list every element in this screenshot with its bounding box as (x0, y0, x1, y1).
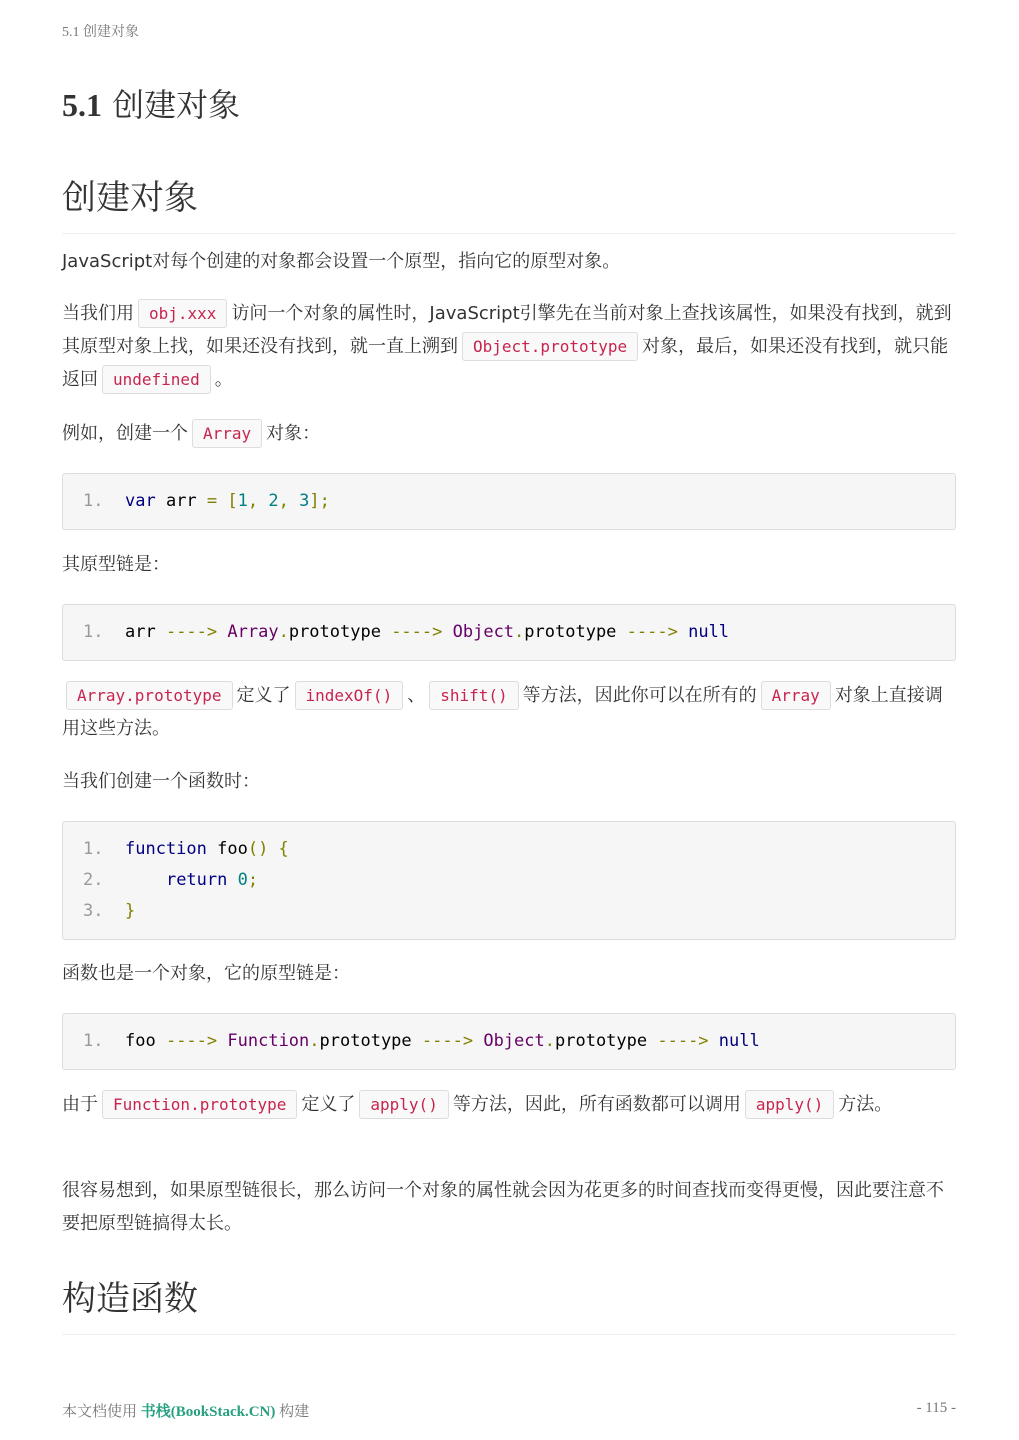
code-token: . (514, 622, 525, 642)
code-token: ----> (626, 622, 678, 642)
code-token (227, 870, 237, 890)
inline-code-indexof: indexOf() (295, 681, 404, 710)
code-token: , (278, 491, 300, 511)
p5-text-a: 定义了 (236, 685, 291, 706)
code-token: . (309, 1031, 320, 1051)
inline-code-apply-2: apply() (745, 1090, 834, 1119)
code-token: arr (155, 491, 207, 511)
code-token: foo (125, 1031, 166, 1051)
code-token: ----> (165, 622, 218, 642)
code-token (125, 870, 166, 890)
code-token: null (718, 1031, 760, 1051)
inline-code-undefined: undefined (102, 365, 211, 394)
code-block-4 (62, 1013, 956, 1070)
footer-prefix: 本文档使用 (62, 1404, 138, 1420)
line-number: 1. (83, 839, 104, 859)
paragraph-3 (62, 417, 956, 450)
paragraph-5 (62, 679, 956, 745)
p2-text-a: 当我们用 (62, 303, 134, 324)
p2-text-d: 。 (214, 369, 233, 390)
line-number: 3. (83, 901, 104, 921)
code-token: . (278, 622, 289, 642)
paragraph-6: 当我们创建一个函数时： (62, 771, 260, 792)
footer-suffix: 构建 (279, 1404, 310, 1420)
code-token: ; (247, 870, 259, 890)
code-line (83, 834, 935, 865)
code-token: ----> (421, 1031, 474, 1051)
p5-text-b: 、 (407, 685, 426, 706)
paragraph-2 (62, 297, 956, 396)
code-token: , (247, 491, 269, 511)
page-number: - 115 - (916, 1400, 956, 1416)
code-token: } (125, 901, 136, 921)
paragraph-4: 其原型链是： (62, 554, 170, 575)
section-heading-create-object: 创建对象 (62, 170, 956, 234)
footer-brand-link[interactable]: 书栈(BookStack.CN) (140, 1404, 276, 1420)
paragraph-7: 函数也是一个对象，它的原型链是： (62, 963, 350, 984)
line-number: 1. (83, 622, 104, 642)
p8-text-c: 等方法，因此，所有函数都可以调用 (452, 1094, 741, 1115)
code-line (83, 486, 935, 517)
code-token: () { (247, 839, 289, 859)
code-token: prototype (319, 1031, 422, 1051)
code-token: 3 (299, 491, 310, 511)
inline-code-array-prototype: Array.prototype (66, 681, 233, 710)
inline-code-array-2: Array (761, 681, 831, 710)
code-token: ----> (391, 622, 443, 642)
code-token (442, 622, 452, 642)
code-token: Array (227, 622, 279, 642)
code-token: . (544, 1031, 555, 1051)
paragraph-1: JavaScript对每个创建的对象都会设置一个原型，指向它的原型对象。 (62, 251, 621, 272)
section-heading-constructor: 构造函数 (62, 1271, 956, 1335)
code-token: ----> (657, 1031, 709, 1051)
p8-text-d: 方法。 (838, 1094, 893, 1115)
page-footer (62, 1400, 956, 1421)
code-token: arr (125, 622, 166, 642)
line-number: 2. (83, 870, 104, 890)
p5-text-d: 对象上直接调用这些方法。 (62, 685, 943, 739)
code-token: foo (206, 839, 248, 859)
inline-code-object-prototype: Object.prototype (462, 332, 638, 361)
code-token: return (165, 870, 228, 890)
code-token: Object (452, 622, 515, 642)
code-block-2 (62, 604, 956, 661)
code-token: = [ (206, 491, 238, 511)
code-token: 2 (268, 491, 279, 511)
line-number: 1. (83, 491, 104, 511)
p2-text-b: 访问一个对象的属性时，JavaScript引擎先在当前对象上查找该属性，如果没有找到，就到其原型对象上找，如果还没有找到，就一直上溯到 (62, 303, 952, 357)
p3-text-a: 例如，创建一个 (62, 423, 188, 444)
code-line (83, 896, 935, 927)
p8-text-b: 定义了 (301, 1094, 356, 1115)
inline-code-array: Array (192, 419, 262, 448)
code-token: 1 (237, 491, 248, 511)
code-token: function (125, 839, 207, 859)
code-token: Function (227, 1031, 310, 1051)
paragraph-9: 很容易想到，如果原型链很长，那么访问一个对象的属性就会因为花更多的时间查找而变得更慢，因此要注意不要把原型链搞得太长。 (62, 1180, 944, 1234)
inline-code-apply: apply() (359, 1090, 448, 1119)
code-token (709, 1031, 719, 1051)
code-token: var (125, 491, 156, 511)
inline-code-function-prototype: Function.prototype (102, 1090, 297, 1119)
p5-text-c: 等方法，因此你可以在所有的 (522, 685, 757, 706)
code-token (473, 1031, 483, 1051)
paragraph-8 (62, 1088, 956, 1121)
code-token: ]; (309, 491, 330, 511)
code-block-1 (62, 473, 956, 530)
code-line (83, 865, 935, 896)
code-token: ----> (165, 1031, 218, 1051)
code-token: prototype (288, 622, 392, 642)
code-block-3 (62, 821, 956, 940)
running-header: 5.1 创建对象 (62, 25, 139, 40)
chapter-number: 5.1 (62, 87, 102, 123)
code-token (217, 622, 227, 642)
code-token (678, 622, 688, 642)
chapter-title (62, 80, 240, 126)
p3-text-b: 对象： (266, 423, 321, 444)
code-token: Object (483, 1031, 545, 1051)
code-token: null (688, 622, 730, 642)
p2-text-c: 对象，最后，如果还没有找到，就只能返回 (62, 336, 949, 390)
code-token (217, 1031, 227, 1051)
chapter-title-text: 创建对象 (112, 86, 241, 124)
line-number: 1. (83, 1031, 104, 1051)
inline-code-shift: shift() (429, 681, 518, 710)
code-token: 0 (237, 870, 248, 890)
p8-text-a: 由于 (62, 1094, 98, 1115)
code-line (83, 1026, 935, 1057)
inline-code-obj-xxx: obj.xxx (138, 299, 227, 328)
code-line (83, 617, 935, 648)
code-token: prototype (555, 1031, 658, 1051)
code-token: prototype (524, 622, 627, 642)
